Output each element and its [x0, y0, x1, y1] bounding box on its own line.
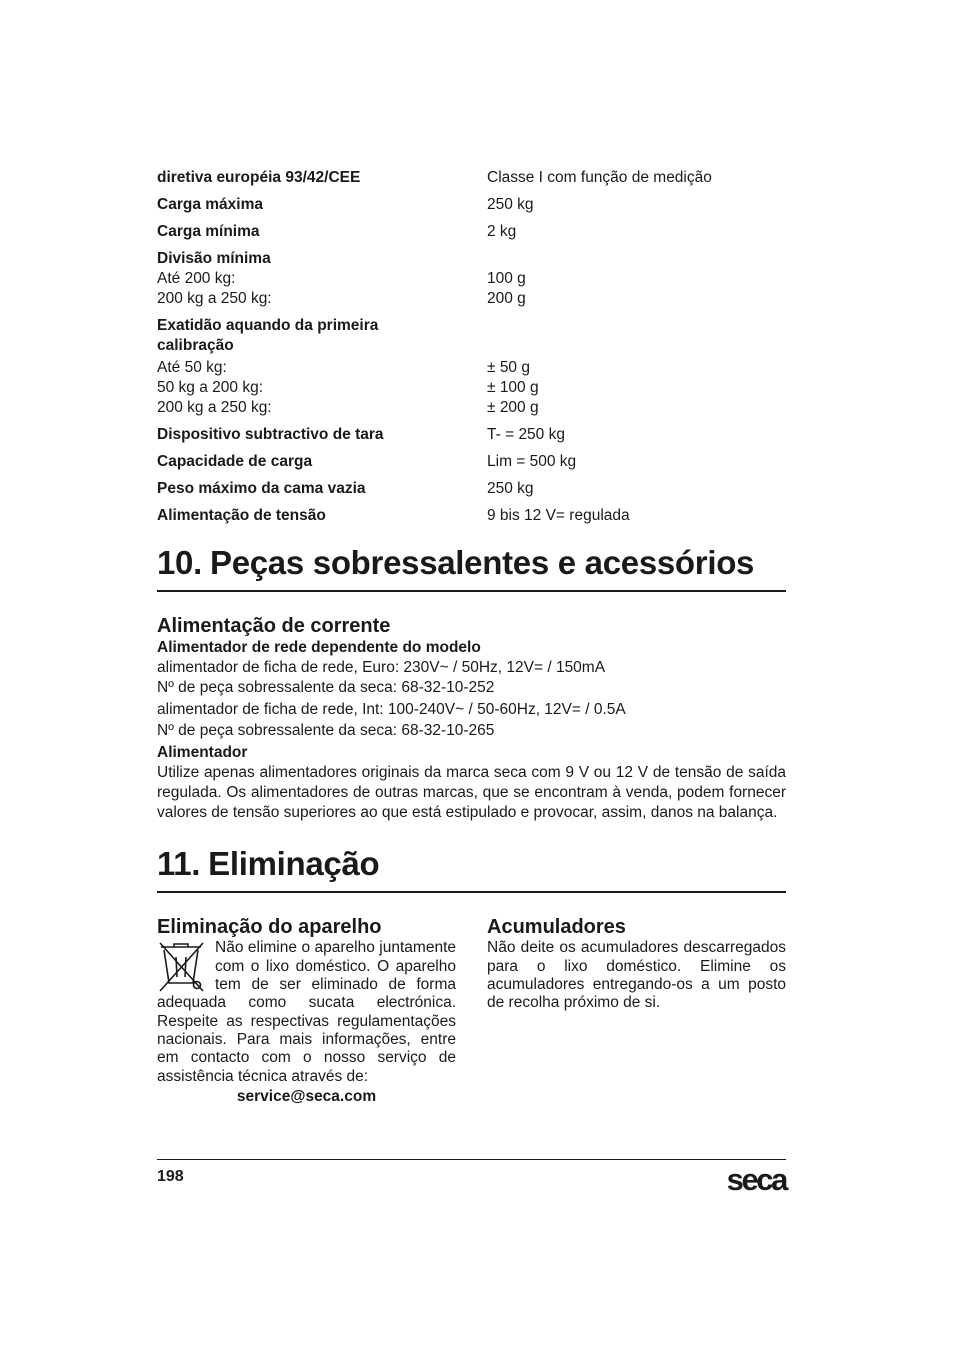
subsection-title: Alimentação de corrente	[157, 615, 391, 637]
text-line: Nº de peça sobressalente da seca: 68-32-10-265	[157, 721, 495, 739]
text-line: alimentador de ficha de rede, Int: 100-240V~ / 50-60Hz, 12V= / 0.5A	[157, 701, 626, 719]
spec-row	[157, 452, 786, 472]
spec-value: Lim = 500 kg	[487, 453, 577, 470]
spec-row	[157, 506, 786, 526]
spec-value: Classe I com função de medição	[487, 169, 712, 186]
spec-label: Alimentação de tensão	[157, 507, 326, 524]
spec-value: 250 kg	[487, 480, 534, 497]
spec-row	[157, 398, 786, 418]
spec-label: Capacidade de carga	[157, 453, 313, 470]
column-batteries	[487, 915, 786, 1106]
page-number: 198	[157, 1168, 184, 1185]
text-line: alimentador de ficha de rede, Euro: 230V~ / 50Hz, 12V= / 150mA	[157, 659, 606, 676]
spec-sublabel: 200 kg a 250 kg:	[157, 399, 272, 416]
section-title	[157, 844, 786, 893]
spec-value: T- = 250 kg	[487, 426, 565, 443]
subsection-title: Acumuladores	[487, 916, 626, 939]
spec-label: diretiva européia 93/42/CEE	[157, 169, 361, 186]
spec-group	[157, 249, 786, 309]
seca-logo: seca	[726, 1162, 786, 1197]
section-number: 11.	[157, 845, 201, 883]
page-content	[157, 168, 786, 1106]
spec-label: Peso máximo da cama vazia	[157, 480, 366, 497]
spec-value: ± 100 g	[487, 379, 539, 396]
paragraph: Não elimine o aparelho juntamente com o lixo doméstico. O aparelho tem de ser eliminado de forma adequada como sucata electrónica. Respeite as respectivas regulamentações nacionais. Para mais informações, entre em contacto com o nosso serviço de assistência técnica através de:	[157, 939, 456, 1085]
spec-value: 250 kg	[487, 196, 534, 213]
paragraph: Não deite os acumuladores descarregados para o lixo doméstico. Elimine os acumuladores entregando-os a um posto de recolha próximo de si.	[487, 939, 786, 1012]
section-11	[157, 844, 786, 1106]
section-number: 10.	[157, 544, 202, 581]
spec-row	[157, 195, 786, 215]
page-footer	[157, 1159, 786, 1197]
column-disposal	[157, 915, 456, 1106]
spec-sublabel: Até 200 kg:	[157, 270, 236, 287]
spec-value: 9 bis 12 V= regulada	[487, 507, 630, 524]
spec-table	[157, 168, 786, 526]
section-title	[157, 543, 786, 592]
spec-row	[157, 358, 786, 378]
spec-sublabel: Até 50 kg:	[157, 359, 227, 376]
minor-title: Alimentador de rede dependente do modelo	[157, 639, 481, 656]
text-line: Nº de peça sobressalente da seca: 68-32-10-252	[157, 679, 495, 697]
spec-row	[157, 479, 786, 499]
spec-row	[157, 289, 786, 309]
spec-value: ± 200 g	[487, 399, 539, 416]
spec-group	[157, 316, 786, 418]
paragraph: Utilize apenas alimentadores originais da marca seca com 9 V ou 12 V de tensão de saída regulada. Os alimentadores de outras marcas, que se encontram à venda, podem fornecer valores de tensão superiores ao que está estipulado e provocar, assim, danos na balança.	[157, 763, 786, 822]
spec-label: Dispositivo subtractivo de tara	[157, 426, 384, 443]
section-title-text: Eliminação	[208, 845, 380, 883]
spec-sublabel: 50 kg a 200 kg:	[157, 379, 263, 396]
spec-label: Carga mínima	[157, 223, 260, 240]
spec-label: Exatidão aquando da primeira	[157, 317, 379, 334]
section-title-text: Peças sobressalentes e acessórios	[209, 544, 755, 581]
spec-row	[157, 425, 786, 445]
spec-value: 100 g	[487, 270, 526, 287]
spec-value: 200 g	[487, 290, 526, 307]
spec-value: 2 kg	[487, 223, 517, 240]
minor-title: Alimentador	[157, 743, 248, 761]
spec-value: ± 50 g	[487, 359, 530, 376]
section-10	[157, 543, 786, 823]
two-columns	[157, 915, 786, 1106]
spec-sublabel: 200 kg a 250 kg:	[157, 290, 272, 307]
spec-label: calibração	[157, 337, 234, 354]
subsection-title: Eliminação do aparelho	[157, 916, 382, 939]
service-email-link[interactable]: service@seca.com	[236, 1087, 377, 1105]
spec-label: Divisão mínima	[157, 250, 271, 267]
spec-row	[157, 222, 786, 242]
spec-label: Carga máxima	[157, 196, 263, 213]
spec-row	[157, 269, 786, 289]
spec-row	[157, 378, 786, 398]
spec-row	[157, 168, 786, 188]
crossed-out-wheelie-bin-icon	[157, 941, 205, 993]
